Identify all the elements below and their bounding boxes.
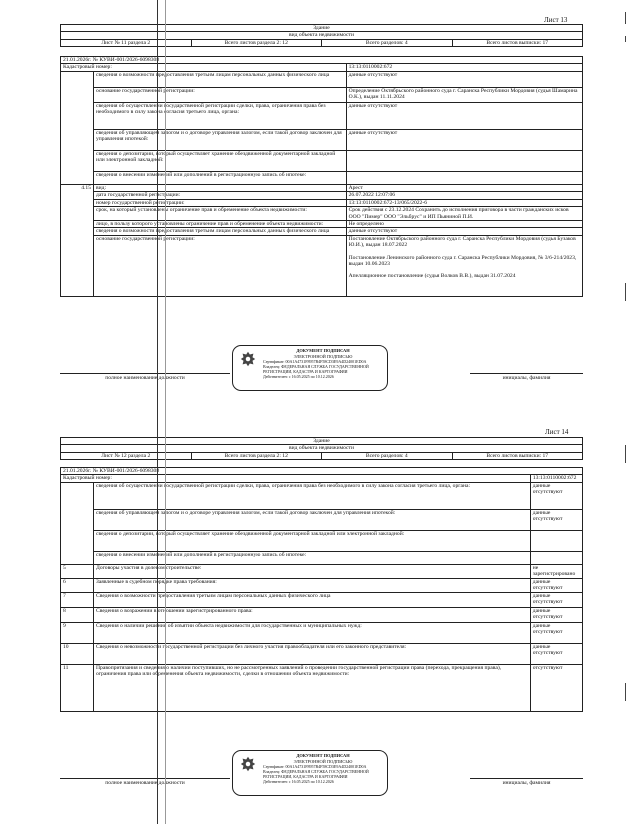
sheet-number: Лист № 11 раздела 2 [61, 39, 192, 46]
row-number: 8 [61, 607, 94, 622]
row-value: Арест [346, 184, 582, 191]
table-row [61, 192, 583, 199]
row-value: данные отсутствуют [530, 509, 582, 530]
row-number: 10 [61, 643, 94, 664]
row-label: сведения о возможности предоставления третьим лицам персональных данных физического лица [94, 71, 347, 87]
table-row [61, 607, 583, 622]
row-label: Сведения о наличии решения об изъятии объекта недвижимости для государственных и муниципальных нужд: [94, 622, 531, 643]
row-number: 7 [61, 592, 94, 607]
row-value: данные отсутствуют [530, 482, 582, 509]
object-title: Здание [61, 25, 583, 32]
row-value: данные отсутствуют [346, 71, 582, 87]
row-label: Сведения о невозможности государственной регистрации без личного участия правообладателя или его законного представителя: [94, 643, 531, 664]
signature-validity: Действителен: с 16.05.2025 по 10.12.2026 [263, 374, 334, 379]
table-row [61, 664, 583, 711]
scan-fold-line [157, 0, 158, 824]
cadastral-value: 13:13:0110002:672 [346, 64, 582, 71]
header-table [60, 24, 583, 47]
object-subtitle: вид объекта недвижимости [61, 445, 583, 452]
table-row [61, 207, 583, 221]
basis-label: основание государственной регистрации: [94, 235, 347, 296]
table-row [61, 171, 583, 184]
row-value: Определение Октябрьского районного суда г. Саранска Республики Мордовия (судья Шамарина О.К.), выдан 11.11.2024 [346, 87, 582, 102]
cadastral-value: 13:13:0110002:672 [530, 475, 582, 482]
footer-name: инициалы, фамилия [470, 373, 583, 381]
scan-edge-mark [625, 445, 626, 463]
total-extract-sheets: Всего листов выписки: 17 [452, 39, 583, 46]
signature-subtitle: ЭЛЕКТРОННОЙ ПОДПИСЬЮ [293, 758, 353, 764]
row-label: номер государственной регистрации: [94, 199, 347, 206]
signature-owner-cont: РЕГИСТРАЦИИ, КАДАСТРА И КАРТОГРАФИИ [263, 774, 348, 779]
page-2 [0, 410, 640, 824]
row-value [346, 150, 582, 171]
row-value: данные отсутствуют [346, 129, 582, 150]
table-row [61, 150, 583, 171]
row-label: Сведения о возражении в отношении зарегистрированного права: [94, 607, 531, 622]
page-1 [0, 0, 640, 410]
row-label: сведения о внесении изменений или дополнений в регистрационную запись об ипотеке: [94, 551, 531, 564]
total-extract-sheets: Всего листов выписки: 17 [452, 452, 583, 459]
row-label: сведения об осуществлении государственной регистрации сделки, права, ограничения права без необходимого в силу закона согласия третьего лица, органа: [94, 482, 531, 509]
sheet-label: Лист 14 [545, 428, 569, 436]
table-row [61, 199, 583, 206]
row-label: сведения о депозитарии, который осуществляет хранение обездвиженной документарной закладной или электронной закладной: [94, 150, 347, 171]
sheet-label: Лист 13 [544, 16, 568, 24]
row-label: Правопритязания и сведения о наличии поступивших, но не рассмотренных заявлений о проведении государственной регистрации права (перехода, прекращения права), ограничения права или обременения объекта недвижимости, сделки в отношении объекта недвижимости: [94, 664, 531, 711]
signature-subtitle: ЭЛЕКТРОННОЙ ПОДПИСЬЮ [293, 353, 353, 359]
row-value: данные отсутствуют [530, 607, 582, 622]
row-value: 13:13:0110002:672-13/065/2022-6 [346, 199, 582, 206]
row-label: сведения о возможности предоставления третьим лицам персональных данных физического лица [94, 228, 347, 235]
row-value: 26.07.2022 12:07:06 [346, 192, 582, 199]
basis-document-2: Постановление Ленинского районного суда г. Саранска Республики Мордовия, № 3/6-214/2023, выдан 10.06.2023 [348, 254, 577, 268]
row-label: основание государственной регистрации: [94, 87, 347, 102]
scan-edge-mark [625, 283, 626, 301]
signature-title: ДОКУМЕНТ ПОДПИСАН [296, 753, 350, 758]
row-label: срок, на который установлены ограничение прав и обременение объекта недвижимости: [94, 207, 347, 221]
table-row [61, 509, 583, 530]
e-signature-stamp [232, 750, 388, 796]
eagle-emblem-icon [239, 755, 257, 773]
object-title: Здание [61, 438, 583, 445]
total-sheets: Всего листов раздела 2: 12 [191, 39, 322, 46]
table-row [61, 235, 583, 296]
row-label: сведения об управляющем залогом и о договоре управления залогом, если такой договор заключен для управления ипотекой: [94, 129, 347, 150]
extract-date-number: 21.01.2026г. № КУВИ-001/2026-6098308 [61, 57, 583, 64]
row-label: вид: [94, 184, 347, 191]
table-row [61, 129, 583, 150]
total-sections: Всего разделов: 4 [322, 452, 453, 459]
row-value: данные отсутствуют [346, 228, 582, 235]
table-row [61, 184, 583, 191]
row-label: сведения об управляющем залогом и о договоре управления залогом, если такой договор заключен для управления ипотекой: [94, 509, 531, 530]
row-label: сведения о депозитарии, который осуществляет хранение обездвиженной документарной закладной или электронной закладной: [94, 530, 531, 551]
row-label: Сведения о возможности предоставления третьим лицам персональных данных физического лица [94, 592, 531, 607]
row-number: 9 [61, 622, 94, 643]
row-value [346, 171, 582, 184]
row-value: отсутствуют [530, 664, 582, 711]
eagle-emblem-icon [239, 350, 257, 368]
row-value: данные отсутствуют [530, 578, 582, 592]
row-value: данные отсутствуют [530, 622, 582, 643]
basis-value [346, 235, 582, 296]
row-value: данные отсутствуют [530, 592, 582, 607]
signature-owner-cont: РЕГИСТРАЦИИ, КАДАСТРА И КАРТОГРАФИИ [263, 369, 348, 374]
table-row [61, 102, 583, 129]
row-value: Срок действия с 23.12.2024 Сохранить до исполнения приговора в части гражданских исков ООО "Пимер" ООО "Эльбрус" и ИП Пьяниной П.И. [346, 207, 582, 221]
signature-owner: Владелец: ФЕДЕРАЛЬНАЯ СЛУЖБА ГОСУДАРСТВЕННОЙ [263, 364, 369, 369]
row-label: лицо, в пользу которого установлены ограничение прав и обременение объекта недвижимости: [94, 220, 347, 227]
table-row [61, 551, 583, 564]
signature-certificate: Сертификат: 00A1A4731F8957B4F58CD3E9A4D24001ED0A [263, 359, 367, 364]
total-sections: Всего разделов: 4 [322, 39, 453, 46]
extract-date-number: 21.01.2026г. № КУВИ-001/2026-6098308 [61, 468, 583, 475]
row-value [530, 530, 582, 551]
footer-name: инициалы, фамилия [470, 778, 583, 786]
total-sheets: Всего листов раздела 2: 12 [191, 452, 322, 459]
signature-title: ДОКУМЕНТ ПОДПИСАН [296, 348, 350, 353]
scan-fold-line [165, 0, 166, 824]
table-row [61, 220, 583, 227]
signature-certificate: Сертификат: 00A1A4731F8957B4F58CD3E9A4D24001ED0A [263, 764, 367, 769]
row-label: сведения об осуществлении государственной регистрации сделки, права, ограничения права без необходимого в силу закона согласия третьего лица, органа: [94, 102, 347, 129]
row-number: 11 [61, 664, 94, 711]
table-row [61, 482, 583, 509]
row-label: дата государственной регистрации: [94, 192, 347, 199]
e-signature-stamp [232, 345, 388, 391]
table-row [61, 643, 583, 664]
table-row [61, 228, 583, 235]
cadastral-label: Кадастровый номер: [61, 475, 531, 482]
signature-validity: Действителен: с 16.05.2025 по 10.12.2026 [263, 779, 334, 784]
main-table [60, 56, 583, 297]
signature-owner: Владелец: ФЕДЕРАЛЬНАЯ СЛУЖБА ГОСУДАРСТВЕННОЙ [263, 769, 369, 774]
table-row [61, 530, 583, 551]
sheet-number: Лист № 12 раздела 2 [61, 452, 192, 459]
row-number: 5 [61, 564, 94, 578]
cadastral-label: Кадастровый номер: [61, 64, 347, 71]
header-table [60, 437, 583, 460]
footer-position: полное наименование должности [60, 778, 230, 786]
table-row [61, 564, 583, 578]
scan-edge-mark [625, 12, 626, 24]
row-label: сведения о внесении изменений или дополнений в регистрационную запись об ипотеке: [94, 171, 347, 184]
table-row [61, 622, 583, 643]
main-table [60, 467, 583, 712]
basis-document-1: Постановление Октябрьского районного суда г. Саранска Республики Мордовия (судья Бузаков Ю.И.), выдан 18.07.2022 [348, 235, 576, 249]
table-row [61, 87, 583, 102]
table-row [61, 71, 583, 87]
row-label: Заявленные в судебном порядке права требования: [94, 578, 531, 592]
scan-edge-mark [625, 683, 626, 701]
footer-position: полное наименование должности [60, 373, 230, 381]
row-number: 6 [61, 578, 94, 592]
row-value: данные отсутствуют [346, 102, 582, 129]
table-row [61, 592, 583, 607]
item-number: 4.15 [61, 184, 94, 296]
object-subtitle: вид объекта недвижимости [61, 32, 583, 39]
row-value: данные отсутствуют [530, 643, 582, 664]
scan-edge-mark [625, 36, 626, 42]
basis-document-3: Апелляционное постановление (судья Волков В.В.), выдан 31.07.2024 [348, 273, 516, 280]
table-row [61, 578, 583, 592]
row-value [530, 551, 582, 564]
row-value: Не определено [346, 220, 582, 227]
row-value: не зарегистрировано [530, 564, 582, 578]
row-label: Договоры участия в долевом строительстве: [94, 564, 531, 578]
